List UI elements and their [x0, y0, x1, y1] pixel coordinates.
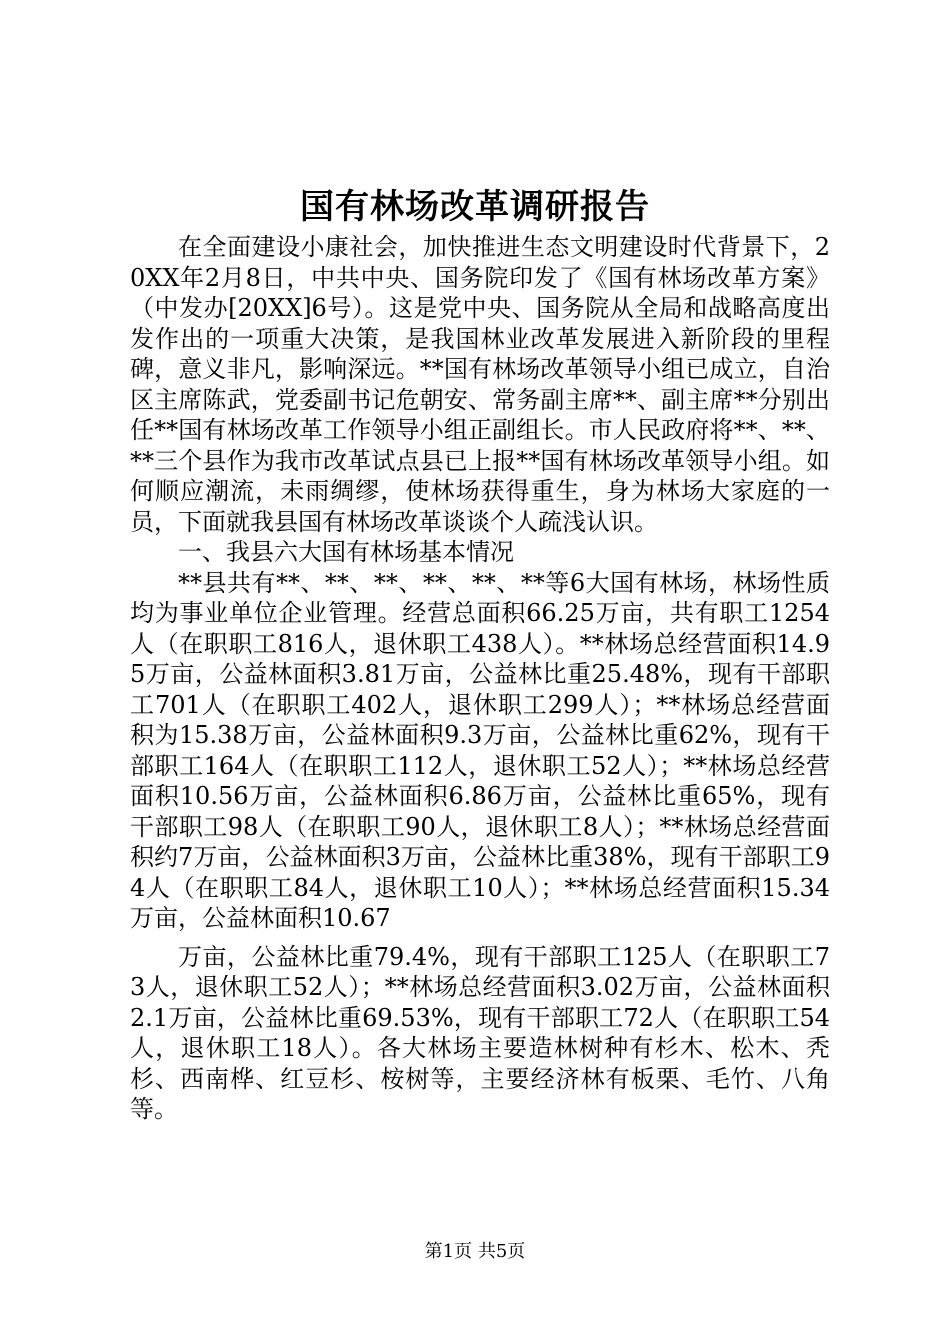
paragraph-forest-farms-continued: 万亩，公益林比重79.4%，现有干部职工125人（在职职工73人，退休职工52人）；**林场总经营面积3.02万亩，公益林面积2.1万亩，公益林比重69.53%，现有干部职工72人（在职职工54人，退休职工18人）。各大林场主要造林树种有杉木、松木、秃杉、西南桦、红豆杉、桉树等，主要经济林有板栗、毛竹、八角等。: [130, 942, 830, 1123]
section-heading: 一、我县六大国有林场基本情况: [178, 538, 514, 566]
document-body: [130, 232, 830, 1125]
paragraph-intro: 在全面建设小康社会，加快推进生态文明建设时代背景下，20XX年2月8日，中共中央、国务院印发了《国有林场改革方案》（中发办[20XX]6号）。这是党中央、国务院从全局和战略高度出发作出的一项重大决策，是我国林业改革发展进入新阶段的里程碑，意义非凡，影响深远。**国有林场改革领导小组已成立，自治区主席陈武，党委副书记危朝安、常务副主席**、副主席**分别出任**国有林场改革工作领导小组正副组长。市人民政府将**、**、**三个县作为我市改革试点县已上报**国有林场改革领导小组。如何顺应潮流，未雨绸缪，使林场获得重生，身为林场大家庭的一员，下面就我县国有林场改革谈谈个人疏浅认识。: [130, 233, 830, 536]
document-title: 国有林场改革调研报告: [300, 187, 650, 227]
page-number: 第1页 共5页: [424, 1241, 526, 1262]
paragraph-forest-farms: **县共有**、**、**、**、**、**等6大国有林场，林场性质均为事业单位企业管理。经营总面积66.25万亩，共有职工1254人（在职职工816人，退休职工438人）。**林场总经营面积14.95万亩，公益林面积3.81万亩，公益林比重25.48%，现有干部职工701人（在职职工402人，退休职工299人）；**林场总经营面积为15.38万亩，公益林面积9.3万亩，公益林比重62%，现有干部职工164人（在职职工112人，退休职工52人）；**林场总经营面积10.56万亩，公益林面积6.86万亩，公益林比重65%，现有干部职工98人（在职职工90人，退休职工8人）；**林场总经营面积约7万亩，公益林面积3万亩，公益林比重38%，现有干部职工94人（在职职工84人，退休职工10人）；**林场总经营面积15.34万亩，公益林面积10.67: [130, 568, 830, 932]
